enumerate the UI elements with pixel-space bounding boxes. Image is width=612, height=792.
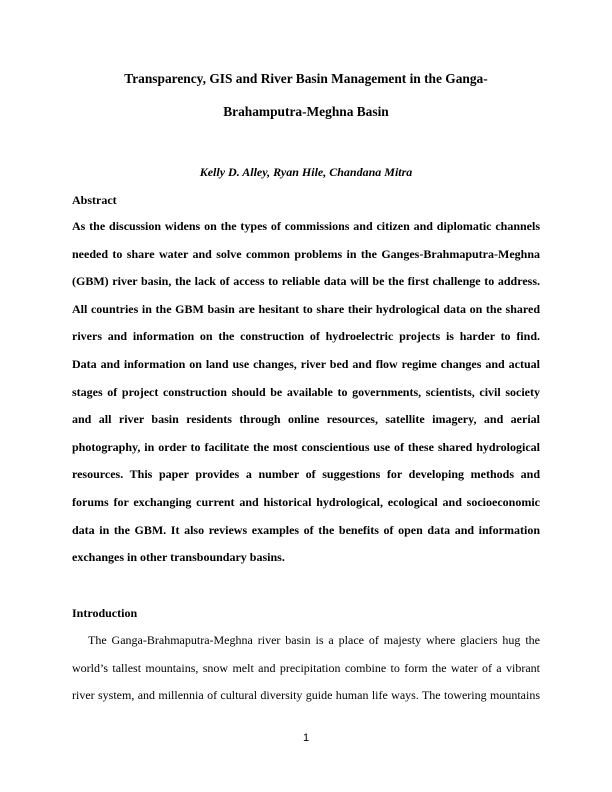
abstract-line: exchanges in other transboundary basins. bbox=[72, 550, 285, 565]
abstract-line: As the discussion widens on the types of commissions and citizen and diplomatic channels bbox=[72, 219, 540, 233]
abstract-line: (GBM) river basin, the lack of access to reliable data will be the first challenge to address. bbox=[72, 274, 540, 289]
abstract-line: resources. This paper provides a number of suggestions for developing methods and bbox=[72, 467, 540, 482]
introduction-body bbox=[72, 632, 540, 715]
page-number: 1 bbox=[302, 732, 310, 744]
abstract-line: All countries in the GBM basin are hesitant to share their hydrological data on the shared bbox=[72, 301, 540, 316]
introduction-line: world’s tallest mountains, snow melt and precipitation combine to form the water of a vibrant bbox=[72, 660, 540, 675]
abstract-line: stages of project construction should be available to governments, scientists, civil society bbox=[72, 384, 540, 399]
abstract-line: rivers and information on the construction of hydroelectric projects is harder to find. bbox=[72, 329, 540, 344]
author-list: Kelly D. Alley, Ryan Hile, Chandana Mitra bbox=[199, 165, 413, 179]
introduction-heading: Introduction bbox=[72, 606, 138, 620]
abstract-heading: Abstract bbox=[72, 193, 117, 207]
introduction-line: The Ganga-Brahmaputra-Meghna river basin is a place of majesty where glaciers hug the bbox=[88, 633, 540, 647]
paper-title-line-1: Transparency, GIS and River Basin Management in the Ganga- bbox=[124, 71, 488, 86]
abstract-line: and all river basin residents through online resources, satellite imagery, and aerial bbox=[72, 412, 540, 427]
introduction-line: river system, and millennia of cultural diversity guide human life ways. The towering mountains bbox=[72, 688, 540, 703]
abstract-body bbox=[72, 218, 540, 577]
paper-title-line-2: Brahamputra-Meghna Basin bbox=[223, 104, 389, 119]
abstract-line: forums for exchanging current and historical hydrological, ecological and socioeconomic bbox=[72, 494, 540, 509]
abstract-line: data in the GBM. It also reviews examples of the benefits of open data and information bbox=[72, 522, 540, 537]
abstract-line: Data and information on land use changes, river bed and flow regime changes and actual bbox=[72, 356, 540, 371]
abstract-line: photography, in order to facilitate the most conscientious use of these shared hydrological bbox=[72, 439, 540, 454]
abstract-line: needed to share water and solve common problems in the Ganges-Brahmaputra-Meghna bbox=[72, 246, 540, 261]
